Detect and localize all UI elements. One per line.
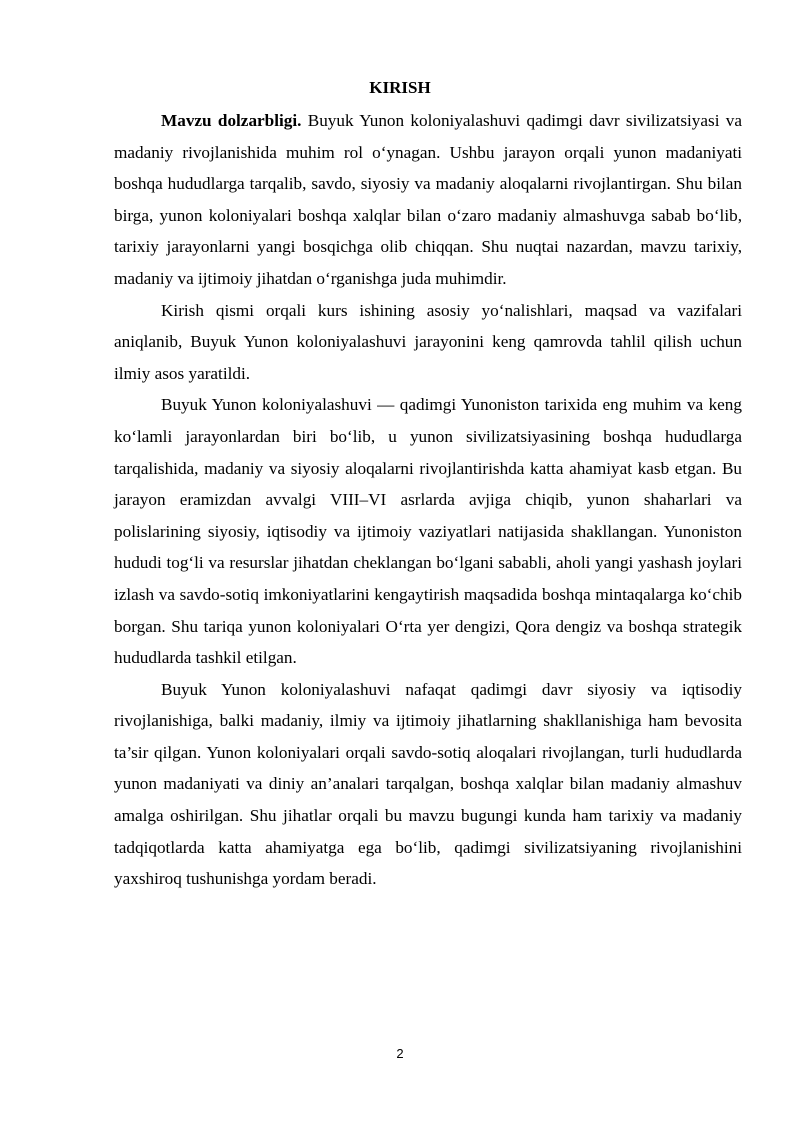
paragraph-lead-heading: Mavzu dolzarbligi. (161, 111, 302, 130)
document-body (114, 105, 742, 895)
paragraph-colonization-overview: Buyuk Yunon koloniyalashuvi — qadimgi Yunoniston tarixida eng muhim va keng ko‘lamli jarayonlardan biri bo‘lib, u yunon sivilizatsiyasining boshqa hududlarga tarqalishida, madaniy va siyosiy aloqalarni rivojlantirishda katta ahamiyat kasb etgan. Bu jarayon eramizdan avvalgi VIII–VI asrlarda avjiga chiqib, yunon shaharlari va polislarining siyosiy, iqtisodiy va ijtimoiy vaziyatlari natijasida shakllangan. Yunoniston hududi tog‘li va resurslar jihatdan cheklangan bo‘lgani sababli, aholi yangi yashash joylari izlash va savdo-sotiq imkoniyatlarini kengaytirish maqsadida boshqa mintaqalarga ko‘chib borgan. Shu tariqa yunon koloniyalari O‘rta yer dengizi, Qora dengiz va boshqa strategik hududlarda tashkil etilgan. (114, 395, 742, 668)
paragraph-colonization-impact: Buyuk Yunon koloniyalashuvi nafaqat qadimgi davr siyosiy va iqtisodiy rivojlanishiga, balki madaniy, ilmiy va ijtimoiy jihatlarning shakllanishiga ham bevosita ta’sir qilgan. Yunon koloniyalari orqali savdo-sotiq aloqalari rivojlangan, turli hududlarda yunon madaniyati va diniy an’analari tarqalgan, boshqa xalqlar bilan madaniy almashuv amalga oshirilgan. Shu jihatlar orqali bu mavzu bugungi kunda ham tarixiy va madaniy tadqiqotlarda katta ahamiyatga ega bo‘lib, qadimgi sivilizatsiyaning rivojlanishini yaxshiroq tushunishga yordam beradi. (114, 679, 742, 889)
paragraph-relevance (114, 105, 742, 295)
page-title: KIRISH (369, 78, 431, 97)
paragraph-text: Buyuk Yunon koloniyalashuvi qadimgi davr sivilizatsiyasi va madaniy rivojlanishida muhim rol o‘ynagan. Ushbu jarayon orqali yunon madaniyati boshqa hududlarga tarqalib, savdo, siyosiy va madaniy aloqalarni rivojlantirgan. Shu bilan birga, yunon koloniyalari boshqa xalqlar bilan o‘zaro madaniy almashuvga sabab bo‘lib, tarixiy jarayonlarni yangi bosqichga olib chiqqan. Shu nuqtai nazardan, mavzu tarixiy, madaniy va ijtimoiy jihatdan o‘rganishga juda muhimdir. (114, 111, 742, 288)
page-number: 2 (396, 1046, 404, 1061)
paragraph-introduction: Kirish qismi orqali kurs ishining asosiy yo‘nalishlari, maqsad va vazifalari aniqlanib, Buyuk Yunon koloniyalashuvi jarayonini keng qamrovda tahlil qilish uchun ilmiy asos yaratildi. (114, 300, 742, 383)
